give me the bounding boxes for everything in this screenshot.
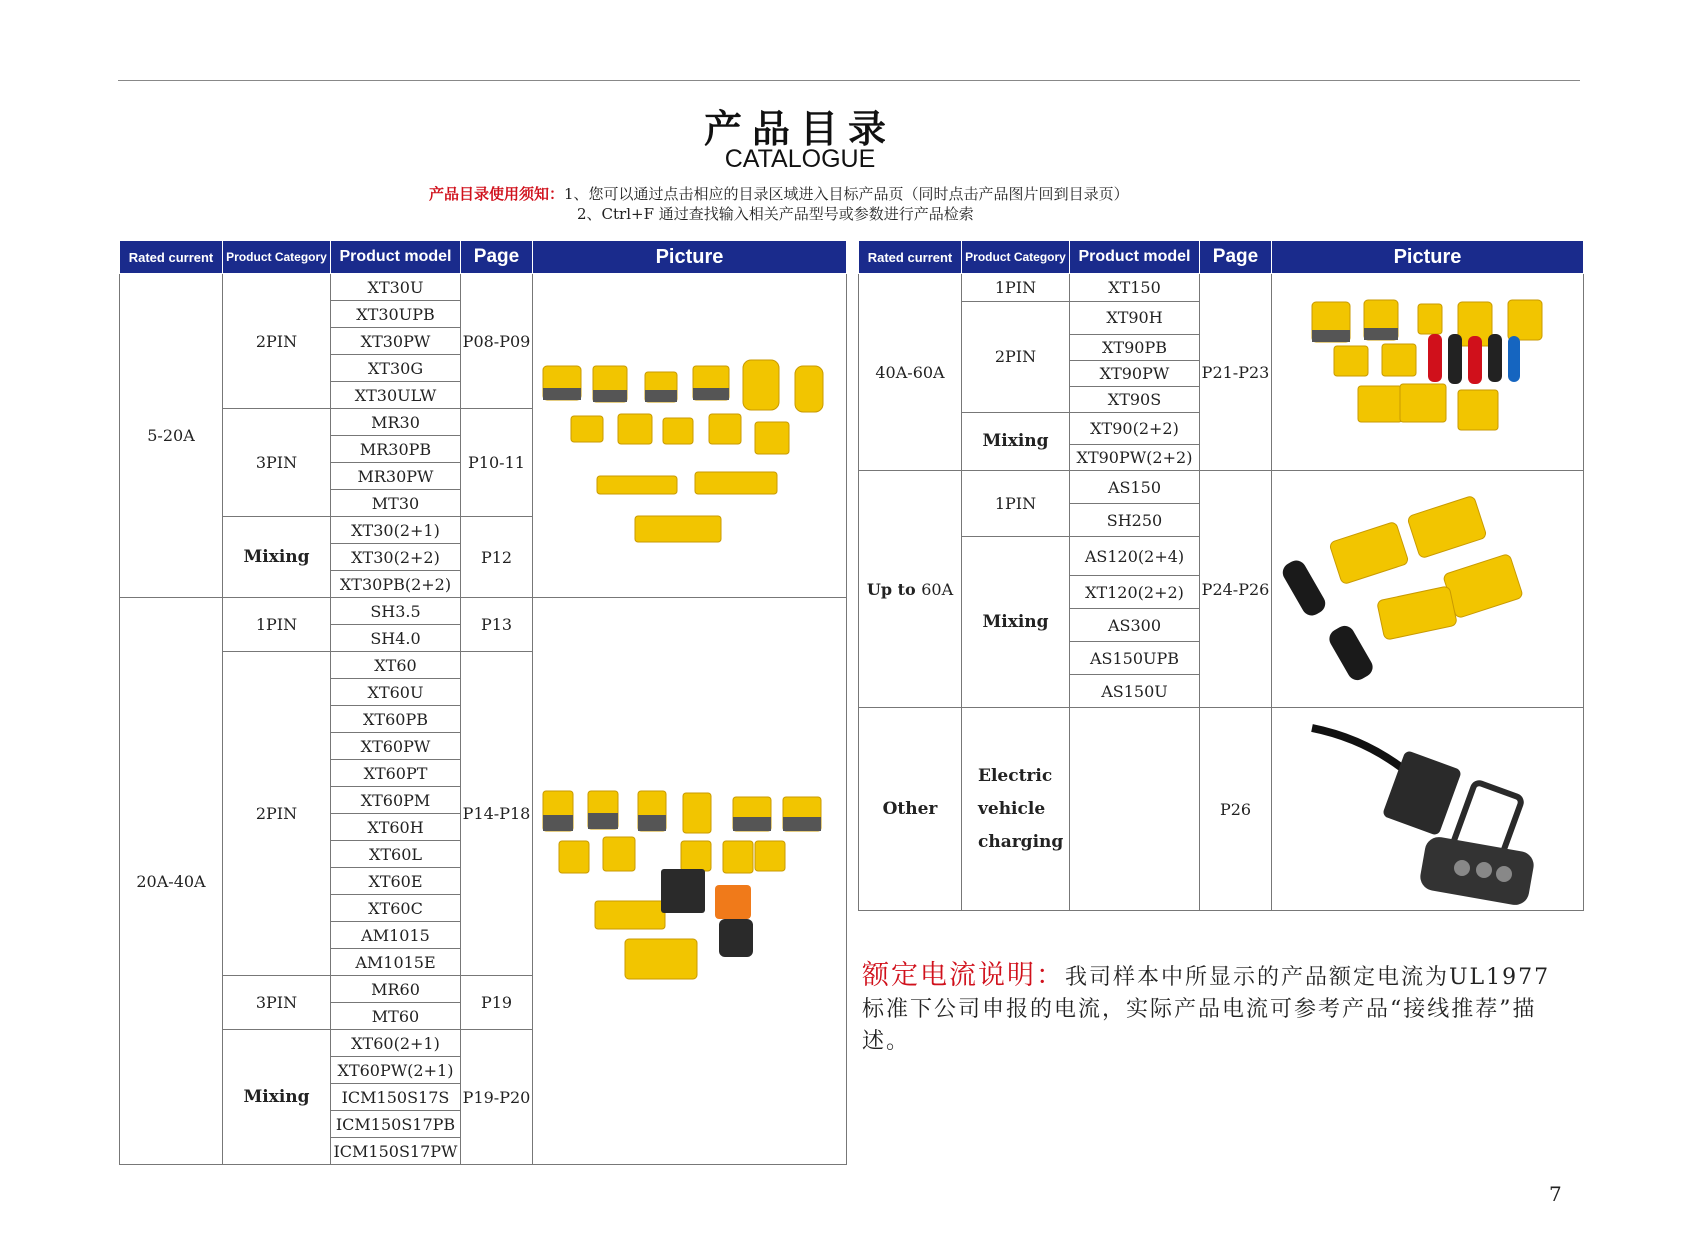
model-cell[interactable]: XT60H (331, 814, 461, 841)
rated-current-cell: 5-20A (120, 274, 223, 598)
model-cell[interactable]: XT60L (331, 841, 461, 868)
category-cell: 2PIN (962, 302, 1070, 413)
page-link[interactable]: P19-P20 (461, 1030, 533, 1165)
model-cell[interactable]: XT120(2+2) (1070, 576, 1200, 609)
category-cell: Mixing (223, 1030, 331, 1165)
xt60-product-picture[interactable] (533, 598, 847, 1165)
note-text: 我司样本中所显示的产品额定电流为UL1977标准下公司申报的电流，实际产品电流可参考产品“接线推荐”描述。 (862, 965, 1551, 1054)
model-cell[interactable]: XT30U (331, 274, 461, 301)
rated-current-cell: 20A-40A (120, 598, 223, 1165)
model-cell[interactable]: XT30(2+1) (331, 517, 461, 544)
model-cell[interactable]: XT30G (331, 355, 461, 382)
category-cell: Mixing (223, 517, 331, 598)
model-cell[interactable]: XT60C (331, 895, 461, 922)
model-cell[interactable]: XT60PT (331, 760, 461, 787)
model-cell[interactable]: XT90PW(2+2) (1070, 445, 1200, 471)
model-cell[interactable]: ICM150S17PB (331, 1111, 461, 1138)
notice-line-1: 1、您可以通过点击相应的目录区域进入目标产品页（同时点击产品图片回到目录页） (564, 185, 1129, 203)
model-cell[interactable]: ICM150S17PW (331, 1138, 461, 1165)
model-cell[interactable]: XT30PB(2+2) (331, 571, 461, 598)
header-picture: Picture (533, 241, 847, 274)
model-cell[interactable]: MR30PW (331, 463, 461, 490)
notice-line-2: 2、Ctrl+F 通过查找输入相关产品型号或参数进行产品检索 (577, 205, 974, 223)
page-link[interactable]: P08-P09 (461, 274, 533, 409)
category-line: charging (978, 831, 1064, 852)
catalogue-table-left (119, 240, 847, 1165)
model-cell[interactable]: XT30ULW (331, 382, 461, 409)
page-link[interactable]: P26 (1200, 708, 1272, 911)
page-number: 7 (1549, 1182, 1562, 1206)
model-cell[interactable]: XT60U (331, 679, 461, 706)
page-link[interactable]: P21-P23 (1200, 274, 1272, 471)
model-cell[interactable]: XT30(2+2) (331, 544, 461, 571)
header-category: Product Category (962, 241, 1070, 274)
category-cell: 2PIN (223, 274, 331, 409)
xt90-product-picture[interactable] (1272, 274, 1584, 471)
header-page: Page (461, 241, 533, 274)
model-cell[interactable]: XT60 (331, 652, 461, 679)
model-cell[interactable]: XT90PW (1070, 360, 1200, 386)
model-cell[interactable]: XT90H (1070, 302, 1200, 335)
category-cell: 1PIN (223, 598, 331, 652)
model-cell[interactable]: AS150 (1070, 471, 1200, 504)
category-line: vehicle (978, 798, 1046, 819)
header-picture: Picture (1272, 241, 1584, 274)
model-cell[interactable]: XT60PB (331, 706, 461, 733)
model-cell[interactable]: XT90PB (1070, 334, 1200, 360)
model-cell[interactable]: SH4.0 (331, 625, 461, 652)
model-cell[interactable]: XT30PW (331, 328, 461, 355)
page-link[interactable]: P24-P26 (1200, 471, 1272, 708)
model-cell[interactable]: XT90(2+2) (1070, 412, 1200, 445)
page-title: 产品目录 (703, 107, 896, 151)
rated-current-cell: Other (859, 708, 962, 911)
rated-current-cell: 40A-60A (859, 274, 962, 471)
rated-current-prefix: Up to (866, 579, 916, 599)
model-cell[interactable]: AS300 (1070, 609, 1200, 642)
category-cell: 2PIN (223, 652, 331, 976)
category-cell: Mixing (962, 412, 1070, 471)
rated-current-cell (859, 471, 962, 708)
model-cell[interactable]: MR30 (331, 409, 461, 436)
header-model: Product model (1070, 241, 1200, 274)
top-rule (118, 80, 1580, 81)
model-cell[interactable]: XT60(2+1) (331, 1030, 461, 1057)
as-series-product-picture[interactable] (1272, 471, 1584, 708)
header-rated-current: Rated current (120, 241, 223, 274)
model-cell[interactable]: MR30PB (331, 436, 461, 463)
note-label: 额定电流说明： (862, 960, 1065, 991)
model-cell (1070, 708, 1200, 911)
model-cell[interactable]: XT60PM (331, 787, 461, 814)
model-cell[interactable]: AM1015 (331, 922, 461, 949)
rated-current-note (862, 960, 1562, 1058)
category-cell: Mixing (962, 537, 1070, 708)
model-cell[interactable]: XT60PW (331, 733, 461, 760)
page-link[interactable]: P12 (461, 517, 533, 598)
model-cell[interactable]: AS150UPB (1070, 642, 1200, 675)
category-cell: 3PIN (223, 976, 331, 1030)
rated-current-value: 60A (921, 579, 954, 599)
model-cell[interactable]: XT90S (1070, 386, 1200, 412)
category-cell: 3PIN (223, 409, 331, 517)
ev-charger-product-picture[interactable] (1272, 708, 1584, 911)
header-rated-current: Rated current (859, 241, 962, 274)
model-cell[interactable]: SH250 (1070, 504, 1200, 537)
page-subtitle: CATALOGUE (724, 145, 876, 173)
header-category: Product Category (223, 241, 331, 274)
category-cell: 1PIN (962, 471, 1070, 537)
page-link[interactable]: P10-11 (461, 409, 533, 517)
category-cell (962, 708, 1070, 911)
catalogue-table-right (858, 240, 1584, 911)
header-model: Product model (331, 241, 461, 274)
page-link[interactable]: P13 (461, 598, 533, 652)
category-cell: 1PIN (962, 274, 1070, 302)
page-link[interactable]: P14-P18 (461, 652, 533, 976)
model-cell[interactable]: MR60 (331, 976, 461, 1003)
model-cell[interactable]: XT30UPB (331, 301, 461, 328)
model-cell[interactable]: MT60 (331, 1003, 461, 1030)
usage-notice (429, 184, 1129, 224)
model-cell[interactable]: ICM150S17S (331, 1084, 461, 1111)
model-cell[interactable]: MT30 (331, 490, 461, 517)
xt30-product-picture[interactable] (533, 274, 847, 598)
model-cell[interactable]: XT60E (331, 868, 461, 895)
notice-label: 产品目录使用须知： (429, 185, 565, 203)
model-cell[interactable]: XT60PW(2+1) (331, 1057, 461, 1084)
model-cell[interactable]: AS120(2+4) (1070, 537, 1200, 576)
model-cell[interactable]: AS150U (1070, 675, 1200, 708)
header-page: Page (1200, 241, 1272, 274)
model-cell[interactable]: AM1015E (331, 949, 461, 976)
category-line: Electric (978, 765, 1053, 786)
model-cell[interactable]: SH3.5 (331, 598, 461, 625)
page-link[interactable]: P19 (461, 976, 533, 1030)
model-cell[interactable]: XT150 (1070, 274, 1200, 302)
